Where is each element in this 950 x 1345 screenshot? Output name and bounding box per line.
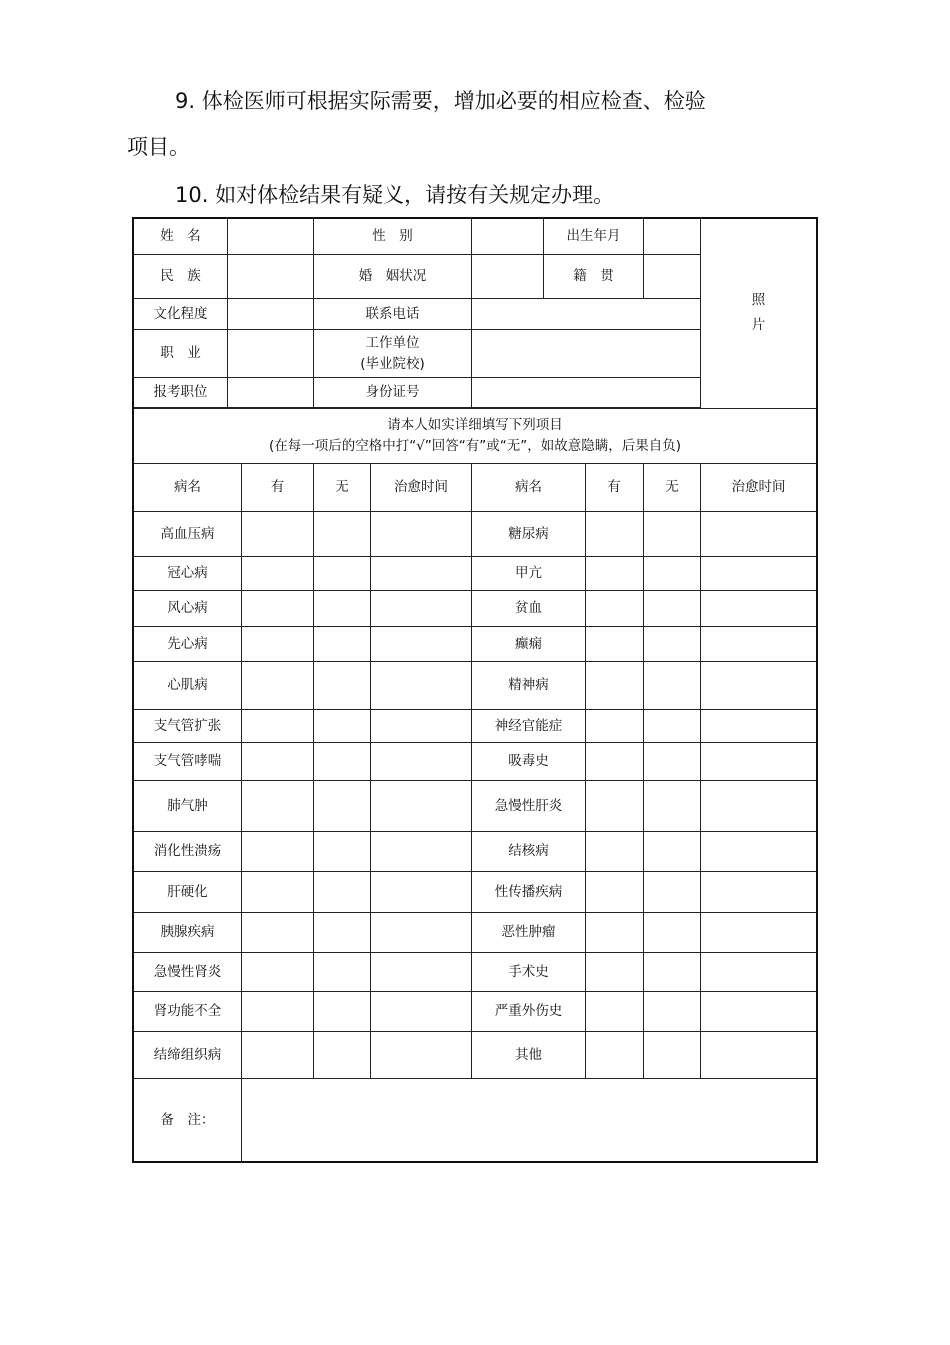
yes-checkbox-right[interactable] — [586, 953, 642, 991]
no-checkbox-right[interactable] — [644, 832, 700, 871]
education-label: 文化程度 — [153, 305, 208, 322]
no-checkbox-left[interactable] — [314, 872, 370, 912]
disease-name-left: 急慢性肾炎 — [153, 963, 222, 980]
cure-time-checkbox-right[interactable] — [701, 992, 816, 1031]
disease-name-right: 精神病 — [508, 677, 549, 693]
no-checkbox-right[interactable] — [644, 627, 700, 661]
no-checkbox-right[interactable] — [644, 662, 700, 709]
position-field[interactable] — [228, 378, 313, 407]
cure-time-checkbox-left[interactable] — [371, 627, 471, 661]
grid-line — [134, 991, 816, 992]
disease-name-left: 高血压病 — [160, 525, 215, 542]
grid-line — [134, 1031, 816, 1032]
cure-time-checkbox-right[interactable] — [701, 512, 816, 556]
no-checkbox-right[interactable] — [644, 992, 700, 1031]
native-place-label: 籍 贯 — [573, 268, 614, 284]
birth-label: 出生年月 — [566, 228, 621, 244]
no-checkbox-left[interactable] — [314, 710, 370, 742]
yes-checkbox-right[interactable] — [586, 992, 642, 1031]
ethnicity-field[interactable] — [228, 255, 313, 298]
no-checkbox-right[interactable] — [644, 872, 700, 912]
cure-time-checkbox-left[interactable] — [371, 743, 471, 780]
grid-line — [471, 464, 472, 1078]
cure-time-checkbox-right[interactable] — [701, 710, 816, 742]
disease-name-left: 心肌病 — [167, 677, 208, 693]
instructions — [134, 409, 816, 462]
remarks-label: 备 注： — [160, 1111, 215, 1128]
no-checkbox-left[interactable] — [314, 1032, 370, 1078]
cure-time-checkbox-left[interactable] — [371, 913, 471, 952]
yes-checkbox-left[interactable] — [242, 1032, 313, 1078]
grid-line — [227, 219, 228, 408]
grid-line — [471, 219, 472, 408]
yes-checkbox-left[interactable] — [242, 512, 313, 556]
disease-name-left: 肝硬化 — [167, 883, 208, 900]
occupation-label: 职 业 — [160, 345, 201, 361]
photo-label-line2: 片 — [751, 317, 766, 333]
grid-line — [134, 463, 816, 464]
cure-time-checkbox-left[interactable] — [371, 953, 471, 991]
disease-name-right: 吸毒史 — [508, 753, 549, 769]
cure-time-checkbox-left[interactable] — [371, 591, 471, 626]
cure-time-checkbox-left[interactable] — [371, 992, 471, 1031]
disease-name-left: 结缔组织病 — [153, 1046, 222, 1063]
grid-line — [134, 556, 816, 557]
grid-line — [134, 871, 816, 872]
phone-field[interactable] — [472, 299, 700, 329]
grid-line — [134, 742, 816, 743]
instructions-line2: (在每一项后的空格中打“√”回答“有”或“无”，如故意隐瞒，后果自负) — [268, 437, 682, 454]
ethnicity-label: 民 族 — [160, 268, 201, 284]
grid-line — [643, 219, 644, 298]
no-header-right: 无 — [665, 479, 679, 495]
disease-name-right: 急慢性肝炎 — [494, 797, 563, 814]
grid-line — [134, 912, 816, 913]
phone-label: 联系电话 — [365, 305, 420, 322]
birth-field[interactable] — [644, 219, 700, 254]
disease-name-right: 其他 — [515, 1046, 542, 1063]
native-place-field[interactable] — [644, 255, 700, 298]
note-item-10: 10. 如对体检结果有疑义，请按有关规定办理。 — [175, 183, 615, 207]
note-item-9: 9. 体检医师可根据实际需要，增加必要的相应检查、检验 — [175, 89, 706, 113]
employer-field[interactable] — [472, 330, 700, 377]
gender-field[interactable] — [472, 219, 542, 254]
yes-checkbox-right[interactable] — [586, 512, 642, 556]
disease-header-right: 病名 — [515, 479, 542, 495]
no-checkbox-right[interactable] — [644, 953, 700, 991]
disease-name-right: 癫痫 — [515, 635, 542, 652]
disease-name-left: 支气管扩张 — [153, 717, 222, 734]
disease-name-left: 消化性溃疡 — [153, 843, 222, 859]
no-checkbox-left[interactable] — [314, 781, 370, 831]
disease-name-right: 手术史 — [508, 963, 549, 980]
employer-label-line1: 工作单位 — [365, 334, 420, 351]
cure-time-checkbox-right[interactable] — [701, 627, 816, 661]
photo-box[interactable] — [701, 219, 816, 407]
yes-checkbox-right[interactable] — [586, 913, 642, 952]
cure-time-checkbox-right[interactable] — [701, 832, 816, 871]
occupation-field[interactable] — [228, 330, 313, 377]
no-checkbox-left[interactable] — [314, 512, 370, 556]
cure-time-checkbox-right[interactable] — [701, 591, 816, 626]
yes-header-right: 有 — [607, 479, 621, 495]
no-header-left: 无 — [335, 479, 349, 495]
disease-name-right: 性传播疾病 — [494, 883, 563, 900]
grid-line — [543, 219, 544, 298]
disease-header-left: 病名 — [174, 479, 201, 495]
no-checkbox-left[interactable] — [314, 591, 370, 626]
health-declaration-form — [132, 217, 818, 1163]
yes-checkbox-left[interactable] — [242, 743, 313, 780]
yes-checkbox-left[interactable] — [242, 557, 313, 590]
cure-time-checkbox-left[interactable] — [371, 872, 471, 912]
yes-checkbox-right[interactable] — [586, 832, 642, 871]
no-checkbox-left[interactable] — [314, 662, 370, 709]
disease-name-left: 支气管哮喘 — [153, 753, 222, 769]
no-checkbox-right[interactable] — [644, 512, 700, 556]
cure-time-checkbox-right[interactable] — [701, 913, 816, 952]
cure-time-checkbox-left[interactable] — [371, 1032, 471, 1078]
yes-checkbox-left[interactable] — [242, 781, 313, 831]
yes-checkbox-left[interactable] — [242, 591, 313, 626]
yes-checkbox-left[interactable] — [242, 953, 313, 991]
no-checkbox-left[interactable] — [314, 992, 370, 1031]
id-number-field[interactable] — [472, 378, 700, 407]
cure-time-checkbox-left[interactable] — [371, 710, 471, 742]
employer-label — [314, 330, 471, 377]
position-label: 报考职位 — [153, 384, 208, 400]
yes-checkbox-left[interactable] — [242, 913, 313, 952]
no-checkbox-right[interactable] — [644, 743, 700, 780]
disease-name-left: 肺气肿 — [167, 797, 208, 814]
no-checkbox-left[interactable] — [314, 953, 370, 991]
no-checkbox-right[interactable] — [644, 557, 700, 590]
yes-checkbox-left[interactable] — [242, 872, 313, 912]
cure-time-checkbox-left[interactable] — [371, 512, 471, 556]
disease-name-left: 冠心病 — [167, 565, 208, 581]
yes-checkbox-right[interactable] — [586, 872, 642, 912]
yes-checkbox-left[interactable] — [242, 710, 313, 742]
grid-line — [370, 464, 371, 1078]
photo-label-line1: 照 — [751, 292, 766, 308]
no-checkbox-right[interactable] — [644, 1032, 700, 1078]
yes-checkbox-left[interactable] — [242, 832, 313, 871]
grid-line — [313, 219, 314, 408]
grid-line — [700, 464, 701, 1078]
disease-name-left: 胰腺疾病 — [160, 924, 215, 940]
grid-line — [585, 464, 586, 1078]
grid-line — [134, 590, 816, 591]
grid-line — [134, 298, 700, 299]
no-checkbox-left[interactable] — [314, 832, 370, 871]
yes-checkbox-left[interactable] — [242, 992, 313, 1031]
yes-header-left: 有 — [270, 479, 285, 495]
cure-time-checkbox-left[interactable] — [371, 781, 471, 831]
disease-name-right: 恶性肿瘤 — [501, 924, 556, 940]
education-field[interactable] — [228, 299, 313, 329]
grid-line — [241, 464, 242, 1161]
yes-checkbox-left[interactable] — [242, 627, 313, 661]
yes-checkbox-right[interactable] — [586, 1032, 642, 1078]
no-checkbox-left[interactable] — [314, 557, 370, 590]
yes-checkbox-right[interactable] — [586, 627, 642, 661]
cure-time-checkbox-right[interactable] — [701, 743, 816, 780]
cure-time-header-right: 治愈时间 — [731, 479, 786, 495]
grid-line — [472, 329, 701, 330]
grid-line — [134, 661, 816, 662]
cure-time-checkbox-right[interactable] — [701, 662, 816, 709]
grid-line — [134, 377, 701, 378]
yes-checkbox-right[interactable] — [586, 781, 642, 831]
id-number-label: 身份证号 — [365, 384, 420, 400]
disease-name-right: 糖尿病 — [508, 525, 549, 542]
no-checkbox-right[interactable] — [644, 710, 700, 742]
grid-line — [134, 709, 816, 710]
cure-time-checkbox-right[interactable] — [701, 1032, 816, 1078]
name-field[interactable] — [228, 219, 313, 254]
no-checkbox-right[interactable] — [644, 781, 700, 831]
cure-time-checkbox-right[interactable] — [701, 953, 816, 991]
instructions-line1: 请本人如实详细填写下列项目 — [387, 416, 563, 433]
disease-name-left: 肾功能不全 — [153, 1003, 222, 1019]
cure-time-header-left: 治愈时间 — [394, 479, 448, 495]
grid-line — [313, 464, 314, 1078]
employer-label-line2: (毕业院校) — [360, 355, 425, 372]
yes-checkbox-left[interactable] — [242, 662, 313, 709]
cure-time-checkbox-left[interactable] — [371, 662, 471, 709]
yes-checkbox-right[interactable] — [586, 591, 642, 626]
disease-name-right: 甲亢 — [515, 565, 542, 581]
grid-line — [134, 626, 816, 627]
grid-line — [134, 780, 816, 781]
note-item-9-continued: 项目。 — [127, 135, 190, 159]
name-label: 姓 名 — [160, 228, 201, 244]
cure-time-checkbox-right[interactable] — [701, 557, 816, 590]
disease-name-left: 风心病 — [167, 600, 208, 616]
grid-line — [134, 831, 816, 832]
grid-line — [134, 254, 701, 255]
disease-name-right: 严重外伤史 — [494, 1003, 563, 1019]
yes-checkbox-right[interactable] — [586, 710, 642, 742]
marital-status-label: 婚 姻状况 — [358, 268, 427, 284]
grid-line — [643, 464, 644, 1078]
yes-checkbox-right[interactable] — [586, 557, 642, 590]
cure-time-checkbox-left[interactable] — [371, 832, 471, 871]
grid-line — [134, 952, 816, 953]
disease-name-left: 先心病 — [167, 635, 208, 652]
grid-line — [134, 408, 816, 409]
no-checkbox-left[interactable] — [314, 743, 370, 780]
cure-time-checkbox-right[interactable] — [701, 872, 816, 912]
yes-checkbox-right[interactable] — [586, 662, 642, 709]
no-checkbox-left[interactable] — [314, 913, 370, 952]
gender-label: 性 别 — [372, 228, 413, 244]
cure-time-checkbox-left[interactable] — [371, 557, 471, 590]
disease-name-right: 结核病 — [508, 843, 549, 859]
marital-status-field[interactable] — [472, 255, 542, 298]
cure-time-checkbox-right[interactable] — [701, 781, 816, 831]
no-checkbox-right[interactable] — [644, 913, 700, 952]
remarks-field[interactable] — [242, 1079, 816, 1161]
disease-name-right: 贫血 — [515, 600, 542, 616]
disease-name-right: 神经官能症 — [494, 717, 563, 734]
yes-checkbox-right[interactable] — [586, 743, 642, 780]
no-checkbox-right[interactable] — [644, 591, 700, 626]
no-checkbox-left[interactable] — [314, 627, 370, 661]
grid-line — [134, 511, 816, 512]
grid-line — [700, 219, 701, 408]
grid-line — [134, 1078, 816, 1079]
